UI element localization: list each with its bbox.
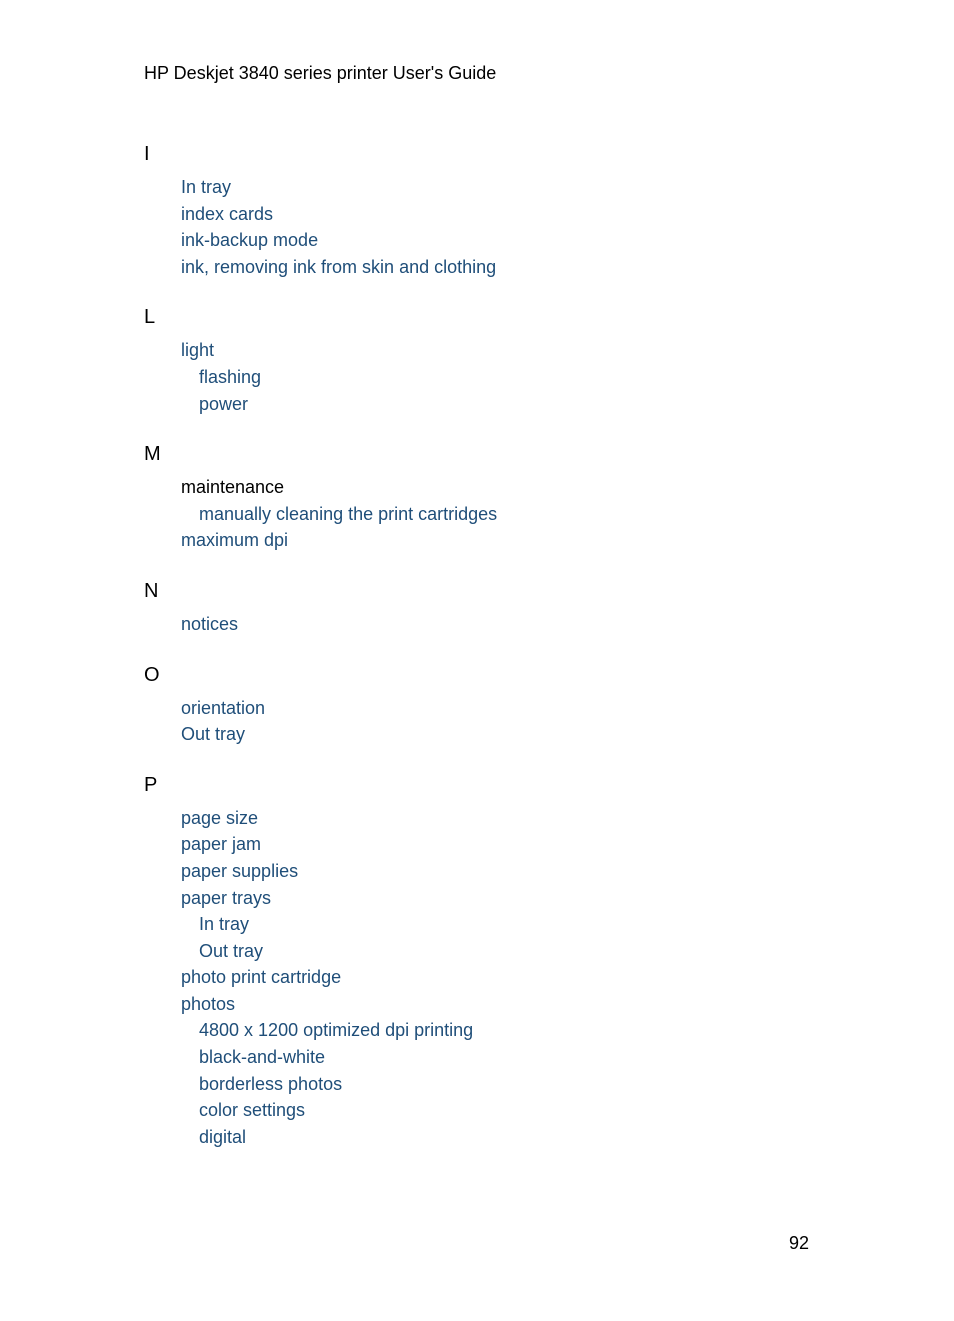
index-subentry[interactable]: borderless photos xyxy=(199,1073,343,1094)
section-letter: M xyxy=(144,443,161,466)
index-list xyxy=(144,140,844,1150)
index-entry[interactable]: orientation xyxy=(181,697,266,718)
index-section-m xyxy=(144,440,844,554)
index-subentry[interactable]: In tray xyxy=(199,914,250,935)
page-number: 92 xyxy=(789,1233,810,1253)
index-section-i xyxy=(144,140,844,280)
index-entry: maintenance xyxy=(181,477,285,498)
section-letter: I xyxy=(144,143,150,165)
index-subentry[interactable]: black-and-white xyxy=(199,1047,326,1068)
index-subentry[interactable]: Out tray xyxy=(199,940,264,961)
index-entry[interactable]: page size xyxy=(181,807,259,828)
index-entry[interactable]: index cards xyxy=(181,203,274,224)
index-entry[interactable]: maximum dpi xyxy=(181,530,289,551)
section-letter: N xyxy=(144,579,159,602)
index-subentry[interactable]: 4800 x 1200 optimized dpi printing xyxy=(199,1020,474,1041)
index-subentry[interactable]: manually cleaning the print cartridges xyxy=(199,503,498,524)
index-subentry[interactable]: flashing xyxy=(199,366,262,387)
index-entry[interactable]: paper supplies xyxy=(181,860,299,881)
section-letter: L xyxy=(144,306,156,329)
index-section-l xyxy=(144,303,844,417)
index-entry[interactable]: ink-backup mode xyxy=(181,230,319,251)
index-entry[interactable]: photos xyxy=(181,993,236,1014)
document-title: HP Deskjet 3840 series printer User's Guide xyxy=(144,63,497,83)
index-entry[interactable]: Out tray xyxy=(181,724,246,745)
index-entry[interactable]: In tray xyxy=(181,177,232,197)
index-subentry[interactable]: digital xyxy=(199,1126,247,1147)
index-subentry[interactable]: power xyxy=(199,393,249,414)
index-entry[interactable]: notices xyxy=(181,613,239,634)
index-entry[interactable]: paper trays xyxy=(181,887,272,908)
section-letter: P xyxy=(144,773,158,796)
index-entry[interactable]: light xyxy=(181,340,215,361)
index-section-n xyxy=(144,577,844,638)
index-section-o xyxy=(144,661,844,748)
index-entry[interactable]: ink, removing ink from skin and clothing xyxy=(181,256,497,277)
index-entry[interactable]: photo print cartridge xyxy=(181,967,342,988)
index-entry[interactable]: paper jam xyxy=(181,834,262,855)
index-section-p xyxy=(144,771,844,1151)
index-subentry[interactable]: color settings xyxy=(199,1100,306,1121)
section-letter: O xyxy=(144,663,160,686)
